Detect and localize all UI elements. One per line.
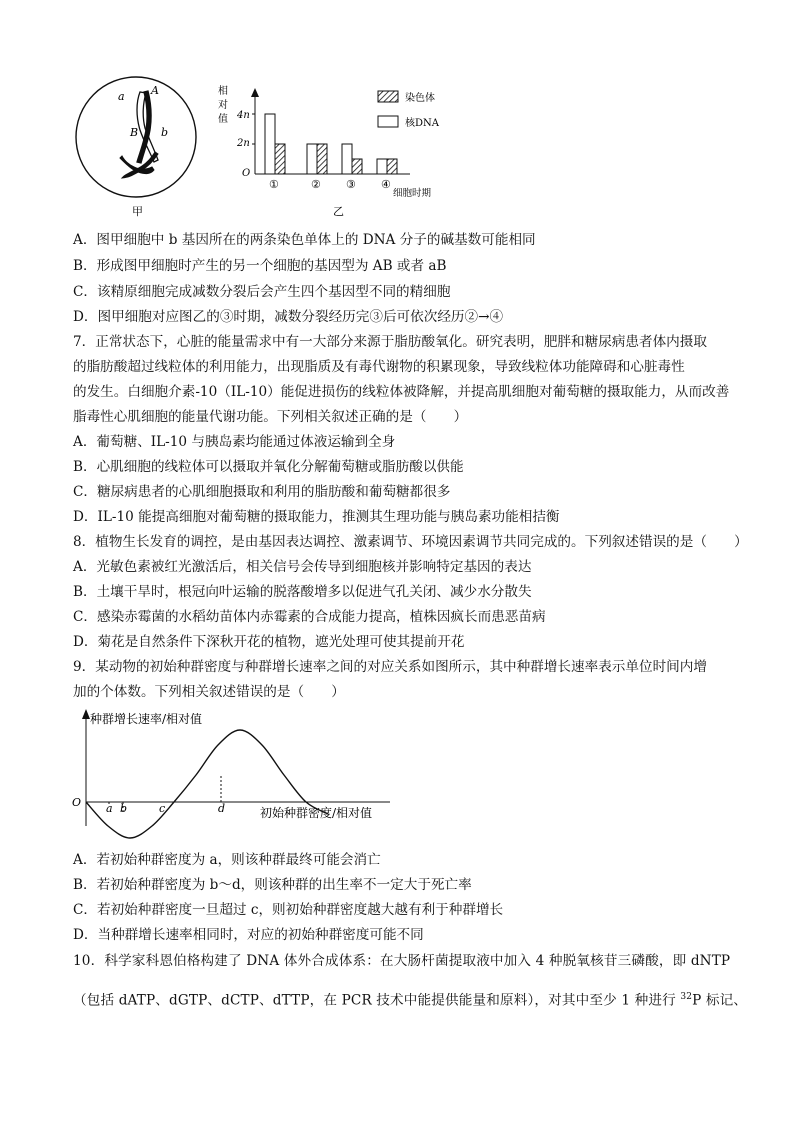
figure-label-jia: 甲 <box>132 205 143 218</box>
gene-label-A: A <box>151 84 159 97</box>
q6-option-d: D．图甲细胞对应图乙的③时期，减数分裂经历完③后可依次经历②→④ <box>73 309 504 325</box>
q6-option-a: A．图甲细胞中 b 基因所在的两条染色单体上的 DNA 分子的碱基数可能相同 <box>73 232 536 248</box>
bar-chromosome-4 <box>387 159 397 174</box>
figure-label-yi: 乙 <box>333 205 344 218</box>
x-tick-3: ③ <box>346 178 356 191</box>
q10-line2-part1: （包括 dATP、dGTP、dCTP、dTTP，在 PCR 技术中能提供能量和原料），对其中至少 1 种进行 <box>73 992 681 1009</box>
curve-mark-d: d <box>218 802 226 815</box>
q9-option-b: B．若初始种群密度为 b～d，则该种群的出生率不一定大于死亡率 <box>73 877 472 893</box>
q8-option-a: A．光敏色素被红光激活后，相关信号会传导到细胞核并影响特定基因的表达 <box>73 559 532 575</box>
x-tick-1: ① <box>269 178 279 191</box>
q7-option-c: C．糖尿病患者的心肌细胞摄取和利用的脂肪酸和葡萄糖都很多 <box>73 484 451 500</box>
y-tick-2n: 2n <box>237 138 250 149</box>
q9-stem-line-2: 加的个体数。下列相关叙述错误的是（ ） <box>73 684 345 700</box>
y-axis-arrow <box>251 88 259 97</box>
bar-dna-4 <box>377 159 387 174</box>
bar-dna-1 <box>265 114 275 174</box>
q9-stem-line-1: 9．某动物的初始种群密度与种群增长速率之间的对应关系如图所示，其中种群增长速率表示单位时间内增 <box>73 659 707 675</box>
growth-rate-curve <box>86 730 328 838</box>
gene-label-b: b <box>161 126 169 139</box>
q10-stem-line-2 <box>73 988 747 1010</box>
q7-stem-line-4: 脂毒性心肌细胞的能量代谢功能。下列相关叙述正确的是（ ） <box>73 409 468 425</box>
bar-chromosome-3 <box>352 159 362 174</box>
x-axis-label: 细胞时期 <box>393 188 432 199</box>
curve-mark-b: b <box>120 802 128 815</box>
q10-isotope-superscript: 32 <box>680 992 693 1002</box>
figure-growth-rate-curve <box>68 706 398 846</box>
curve-y-axis-arrow <box>82 709 90 719</box>
x-tick-4: ④ <box>381 178 391 191</box>
q10-line2-part2: P 标记、 <box>692 992 748 1009</box>
origin-label: O <box>242 168 251 179</box>
bar-dna-2 <box>307 144 317 174</box>
y-axis-label-2: 对 <box>218 100 228 111</box>
q8-stem: 8．植物生长发育的调控，是由基因表达调控、激素调节、环境因素调节共同完成的。下列叙述错误的是（ ） <box>73 534 748 550</box>
bar-chromosome-1 <box>275 144 285 174</box>
curve-x-axis-label: 初始种群密度/相对值 <box>260 806 373 820</box>
q7-option-b: B．心肌细胞的线粒体可以摄取并氧化分解葡萄糖或脂肪酸以供能 <box>73 459 464 475</box>
q6-option-c: C．该精原细胞完成减数分裂后会产生四个基因型不同的精细胞 <box>73 284 451 300</box>
q7-stem-line-1: 7．正常状态下，心脏的能量需求中有一大部分来源于脂肪酸氧化。研究表明，肥胖和糖尿病患者体内摄取 <box>73 334 707 350</box>
bar-dna-3 <box>342 144 352 174</box>
y-tick-4n: 4n <box>237 110 250 121</box>
curve-mark-c: c <box>159 802 166 815</box>
q7-option-d: D．IL-10 能提高细胞对葡萄糖的摄取能力，推测其生理功能与胰岛素功能相拮衡 <box>73 509 560 525</box>
legend-swatch-chromosome <box>378 91 398 102</box>
gene-label-a: a <box>118 90 125 103</box>
q10-stem-line-1: 10．科学家科恩伯格构建了 DNA 体外合成体系：在大肠杆菌提取液中加入 4 种脱氧核苷三磷酸，即 dNTP <box>73 953 731 969</box>
figure-bar-chart-yi <box>215 72 485 222</box>
q8-option-d: D．菊花是自然条件下深秋开花的植物，遮光处理可使其提前开花 <box>73 634 465 650</box>
q8-option-b: B．土壤干旱时，根冠向叶运输的脱落酸增多以促进气孔关闭、减少水分散失 <box>73 584 532 600</box>
q7-option-a: A．葡萄糖、IL-10 与胰岛素均能通过体液运输到全身 <box>73 434 396 450</box>
legend-chromosome: 染色体 <box>405 93 435 104</box>
q9-option-c: C．若初始种群密度一旦超过 c，则初始种群密度越大越有利于种群增长 <box>73 902 504 918</box>
curve-mark-a: a <box>106 802 113 815</box>
curve-y-axis-label: 种群增长速率/相对值 <box>90 712 203 726</box>
gene-label-B: B <box>130 126 139 139</box>
y-axis-label-1: 相 <box>218 86 228 97</box>
y-axis-label-3: 值 <box>218 114 228 125</box>
x-tick-2: ② <box>311 178 321 191</box>
curve-origin-label: O <box>72 796 82 809</box>
figure-cell-jia <box>70 72 200 222</box>
legend-swatch-dna <box>378 116 398 127</box>
legend-dna: 核DNA <box>405 118 439 129</box>
q9-option-a: A．若初始种群密度为 a，则该种群最终可能会消亡 <box>73 852 381 868</box>
q7-stem-line-3: 的发生。白细胞介素-10（IL-10）能促进损伤的线粒体被降解，并提高肌细胞对葡萄糖的摄取能力，从而改善 <box>73 384 730 400</box>
bar-chromosome-2 <box>317 144 327 174</box>
q7-stem-line-2: 的脂肪酸超过线粒体的利用能力，出现脂质及有毒代谢物的积累现象，导致线粒体功能障碍和心脏毒性 <box>73 359 685 375</box>
q9-option-d: D．当种群增长速率相同时，对应的初始种群密度可能不同 <box>73 927 424 943</box>
q6-option-b: B．形成图甲细胞时产生的另一个细胞的基因型为 AB 或者 aB <box>73 258 447 274</box>
q8-option-c: C．感染赤霉菌的水稻幼苗体内赤霉素的合成能力提高，植株因疯长而患恶苗病 <box>73 609 546 625</box>
